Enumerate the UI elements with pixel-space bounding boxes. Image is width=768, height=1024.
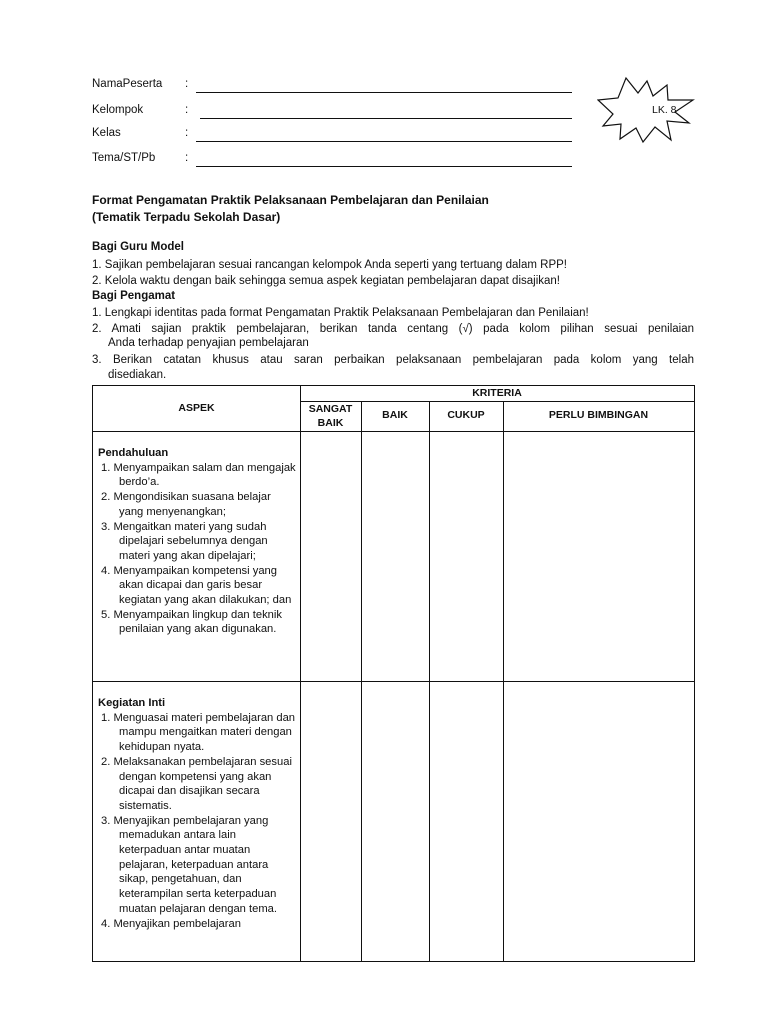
cell-sangat-baik-pendahuluan[interactable] — [301, 432, 361, 681]
field-colon: : — [185, 152, 189, 164]
header-sangat-baik-line1: SANGAT — [308, 403, 353, 415]
header-sangat-baik — [300, 402, 361, 430]
aspect-item: 4. Menyampaikan kompetensi yang akan dicapai dan garis besar kegiatan yang akan dilakukan; dan — [101, 564, 292, 607]
aspect-pendahuluan — [98, 446, 298, 637]
header-aspek: ASPEK — [178, 402, 215, 414]
aspect-title: Kegiatan Inti — [98, 697, 166, 709]
instruction-item-cont: disediakan. — [108, 369, 167, 381]
instruction-item: 3. Berikan catatan khusus atau saran perbaikan pelaksanaan pembelajaran pada kolom yang telah — [92, 354, 694, 366]
aspect-item: 3. Menyajikan pembelajaran yang memadukan antara lain keterpaduan antar muatan pelajaran, keterpaduan antara sikap, pengetahuan, dan keterampilan serta keterpaduan muatan pelajaran dengan tema. — [101, 814, 277, 915]
field-label: Tema/ST/Pb — [92, 152, 156, 164]
aspect-item: 1. Menguasai materi pembelajaran dan mampu mengaitkan materi dengan kehidupan nyata. — [101, 711, 296, 754]
field-tema[interactable] — [92, 152, 512, 168]
cell-perlu-bimbingan-inti[interactable] — [504, 682, 694, 961]
aspect-item: 2. Melaksanakan pembelajaran sesuai dengan kompetensi yang akan dicapai dan disajikan secara sistematis. — [101, 755, 292, 812]
document-subtitle: (Tematik Terpadu Sekolah Dasar) — [92, 210, 281, 224]
fill-line[interactable] — [200, 118, 572, 119]
aspect-kegiatan-inti — [98, 696, 298, 931]
field-label: Kelas — [92, 127, 121, 139]
field-nama-peserta[interactable] — [92, 78, 512, 94]
cell-cukup-pendahuluan[interactable] — [430, 432, 503, 681]
fill-line[interactable] — [196, 166, 572, 167]
cell-baik-inti[interactable] — [362, 682, 429, 961]
cell-perlu-bimbingan-pendahuluan[interactable] — [504, 432, 694, 681]
starburst-icon — [597, 76, 695, 144]
aspect-item: 4. Menyajikan pembelajaran — [101, 917, 241, 930]
instruction-item-cont: Anda terhadap penyajian pembelajaran — [108, 337, 309, 349]
assessment-table — [92, 385, 695, 962]
field-label: NamaPeserta — [92, 78, 163, 90]
header-cukup: CUKUP — [447, 409, 485, 421]
section-heading-pengamat: Bagi Pengamat — [92, 290, 176, 302]
section-heading-guru-model: Bagi Guru Model — [92, 241, 184, 253]
header-perlu-bimbingan: PERLU BIMBINGAN — [548, 409, 649, 421]
field-kelas[interactable] — [92, 127, 512, 143]
field-label: Kelompok — [92, 104, 144, 116]
worksheet-tag: LK. 8 — [652, 104, 677, 116]
field-colon: : — [185, 78, 189, 90]
field-kelompok[interactable] — [92, 104, 512, 120]
instruction-item: 2. Amati sajian praktik pembelajaran, berikan tanda centang (√) pada kolom pilihan sesuai penilaian — [92, 323, 694, 335]
header-sangat-baik-line2: BAIK — [317, 417, 344, 429]
document-title: Format Pengamatan Praktik Pelaksanaan Pembelajaran dan Penilaian — [92, 193, 489, 207]
instruction-item: 2. Kelola waktu dengan baik sehingga semua aspek kegiatan pembelajaran dapat disajikan! — [92, 275, 560, 287]
aspect-item: 2. Mengondisikan suasana belajar yang menyenangkan; — [101, 491, 271, 518]
cell-sangat-baik-inti[interactable] — [301, 682, 361, 961]
field-colon: : — [185, 127, 189, 139]
fill-line[interactable] — [196, 141, 572, 142]
cell-cukup-inti[interactable] — [430, 682, 503, 961]
header-baik: BAIK — [382, 409, 408, 421]
field-colon: : — [185, 104, 189, 116]
aspect-item: 3. Mengaitkan materi yang sudah dipelajari sebelumnya dengan materi yang akan dipelajari; — [101, 520, 268, 562]
cell-baik-pendahuluan[interactable] — [362, 432, 429, 681]
aspect-item: 5. Menyampaikan lingkup dan teknik penilaian yang akan digunakan. — [101, 608, 282, 636]
instruction-item: 1. Lengkapi identitas pada format Pengamatan Praktik Pelaksanaan Pembelajaran dan Penilaian! — [92, 307, 589, 319]
aspect-item: 1. Menyampaikan salam dan mengajak berdo’a. — [101, 461, 296, 489]
instruction-item: 1. Sajikan pembelajaran sesuai rancangan kelompok Anda seperti yang tertuang dalam RPP! — [92, 259, 567, 271]
aspect-title: Pendahuluan — [98, 447, 169, 459]
fill-line[interactable] — [196, 92, 572, 93]
header-kriteria: KRITERIA — [472, 387, 522, 399]
